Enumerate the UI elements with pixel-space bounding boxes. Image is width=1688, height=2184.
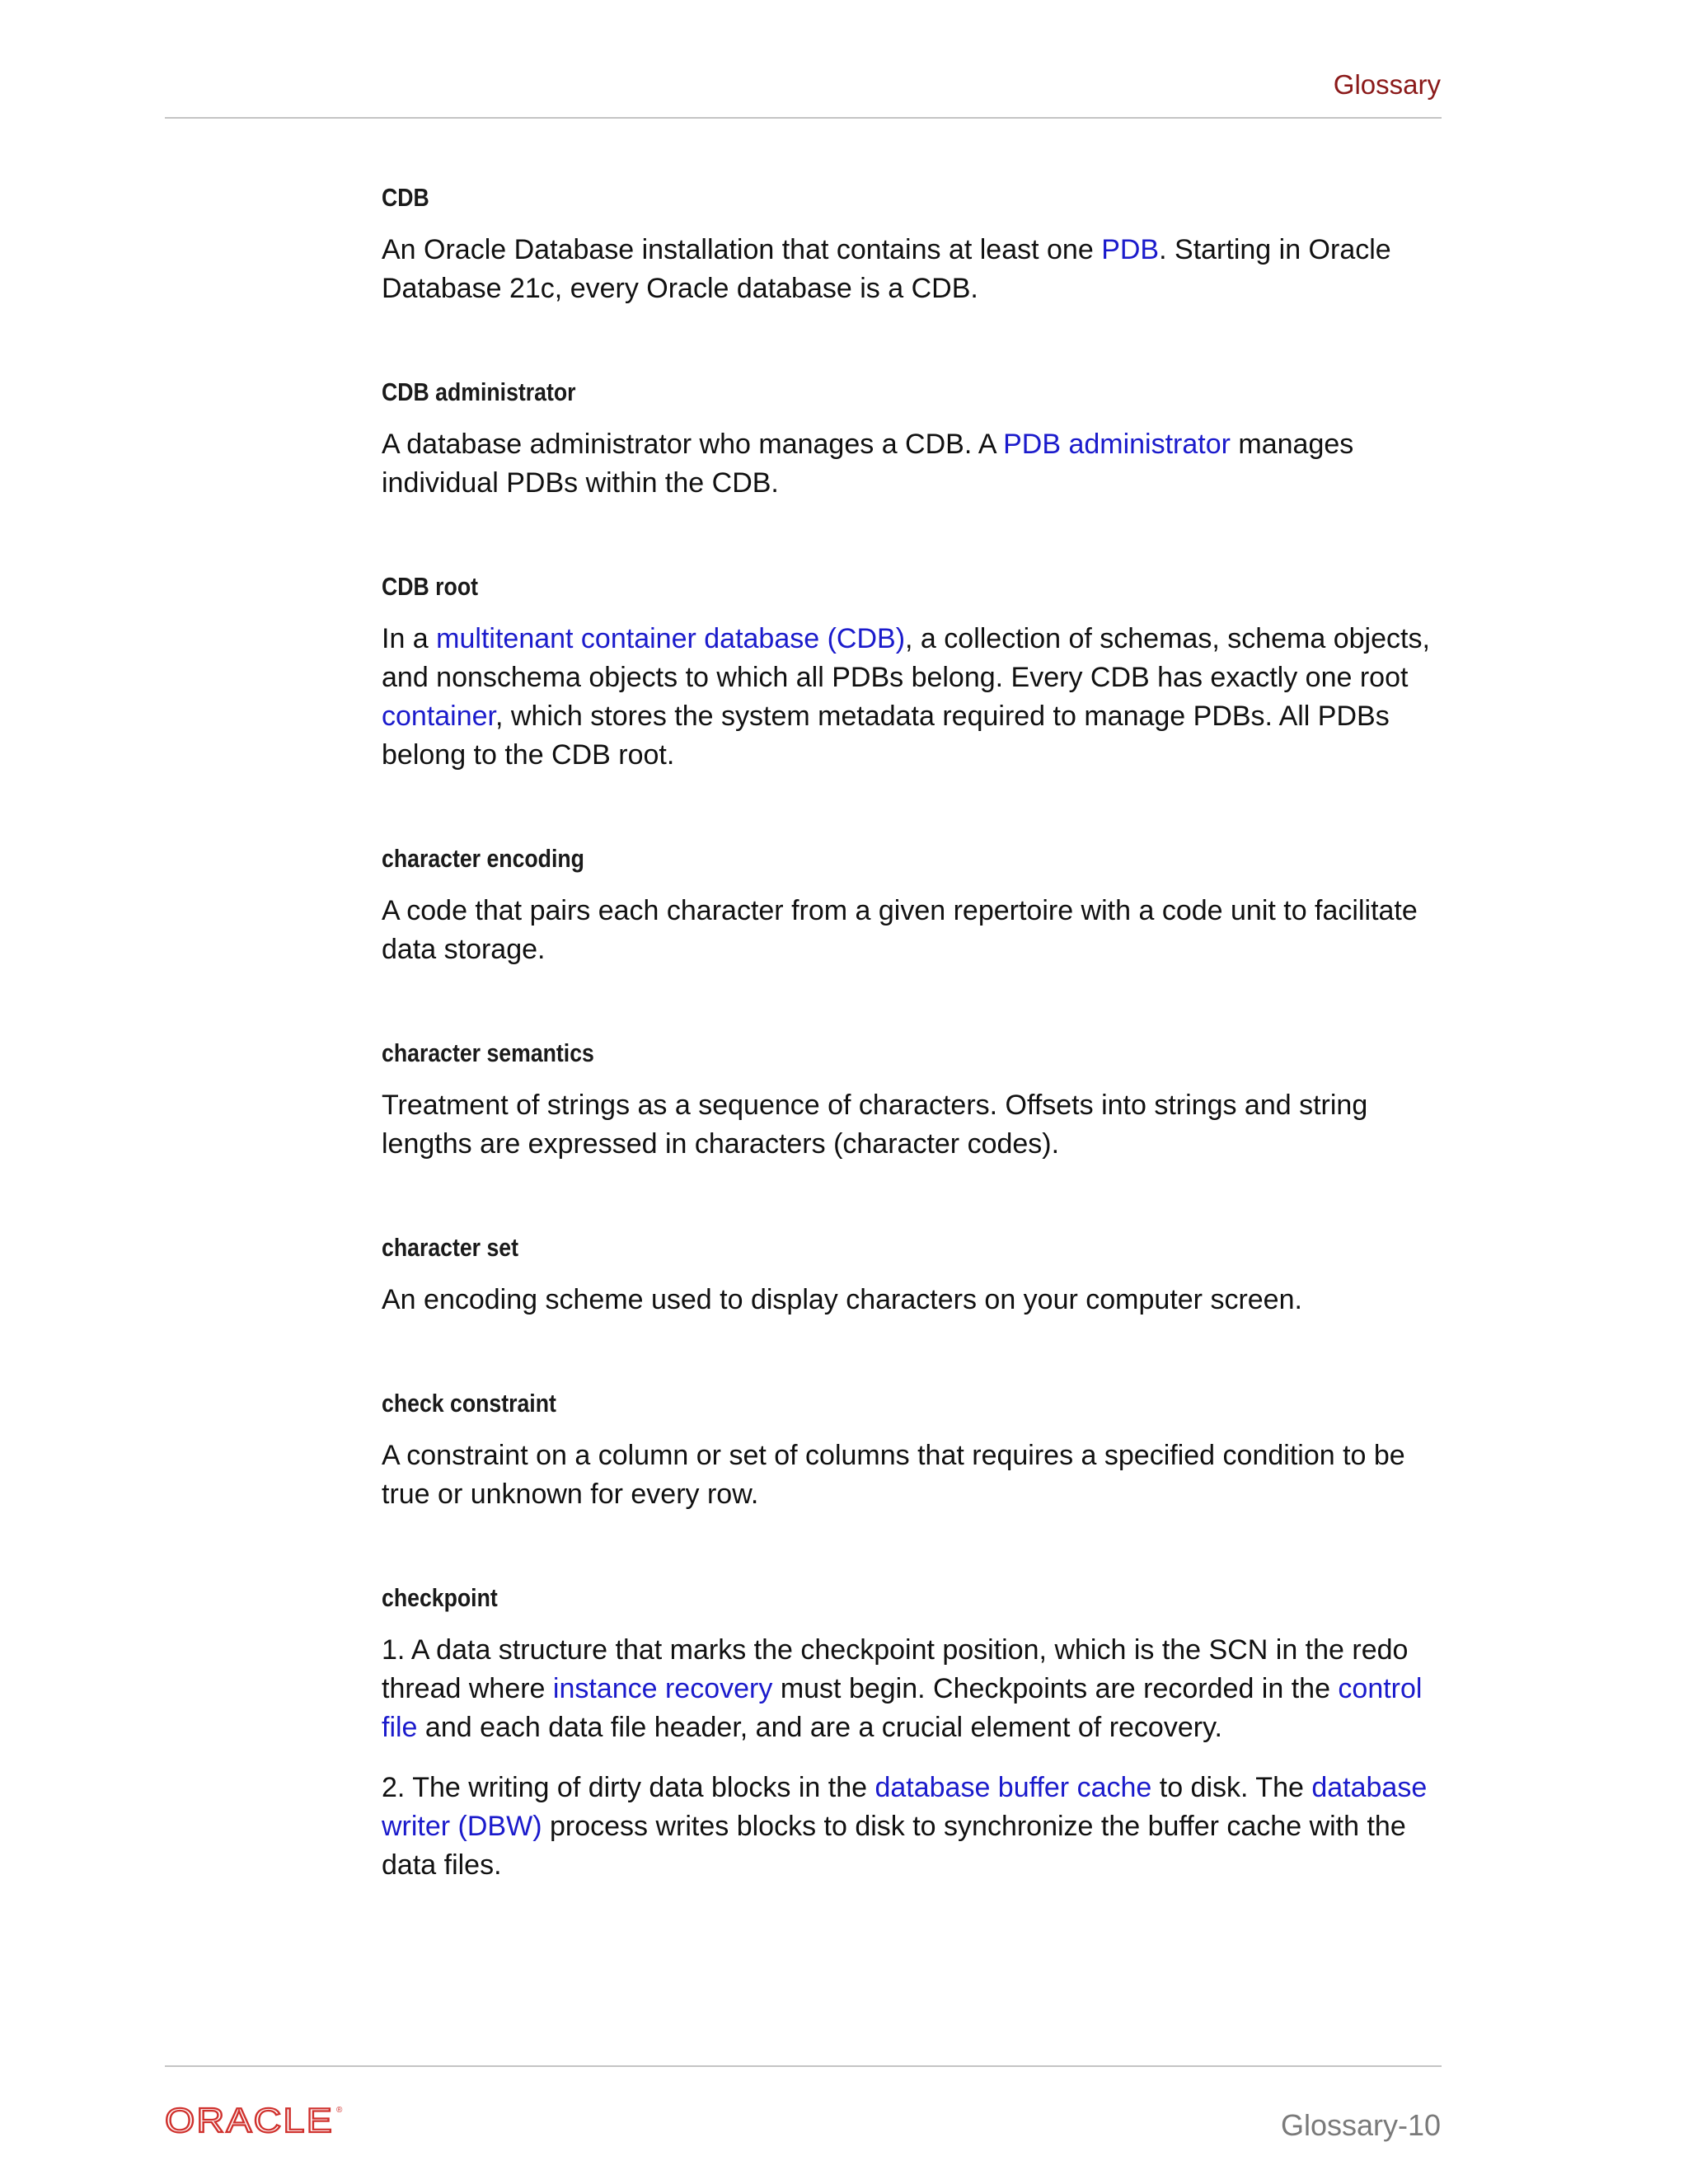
registered-mark-icon: ®: [336, 2106, 343, 2115]
link-multitenant-container-database[interactable]: multitenant container database (CDB): [436, 623, 906, 654]
running-header-section: Glossary: [1333, 69, 1441, 100]
link-container[interactable]: container: [382, 701, 495, 732]
definition-text: A database administrator who manages a CDB. A: [382, 429, 1004, 460]
glossary-term: character semantics: [382, 1038, 594, 1067]
glossary-entry-cdb-administrator: [382, 374, 1453, 503]
glossary-definition: [382, 1631, 1453, 1747]
definition-text: process writes blocks to disk to synchronize the buffer cache with the data files.: [382, 1811, 1406, 1881]
oracle-logo-text: ORACLE: [165, 2104, 334, 2135]
glossary-definition: [382, 231, 1453, 308]
link-instance-recovery[interactable]: instance recovery: [552, 1673, 773, 1704]
definition-text: A constraint on a column or set of columns that requires a specified condition to be true or unknown for every row.: [382, 1440, 1405, 1510]
definition-text: . Starting in Oracle Database 21c, every Oracle database is a CDB.: [382, 234, 1391, 304]
glossary-entry-checkpoint: [382, 1580, 1453, 1885]
glossary-definition: [382, 1769, 1453, 1885]
glossary-term: checkpoint: [382, 1583, 498, 1612]
definition-text: An Oracle Database installation that contains at least one: [382, 234, 1102, 265]
glossary-term: CDB administrator: [382, 377, 576, 406]
definition-text: must begin. Checkpoints are recorded in the: [772, 1673, 1339, 1704]
header-divider: [165, 117, 1442, 119]
link-database-writer[interactable]: database writer (DBW): [382, 1772, 1428, 1842]
glossary-entry-cdb: [382, 180, 1453, 308]
glossary-term: CDB: [382, 183, 429, 212]
link-pdb-administrator[interactable]: PDB administrator: [1003, 429, 1231, 460]
definition-text: 1. A data structure that marks the checkpoint position, which is the SCN in the redo thread where: [382, 1634, 1409, 1704]
glossary-definition: [382, 892, 1453, 969]
glossary-definition: [382, 1086, 1453, 1164]
glossary-term: check constraint: [382, 1389, 556, 1418]
page-number: Glossary-10: [1280, 2108, 1441, 2142]
glossary-term: character set: [382, 1233, 518, 1262]
link-pdb[interactable]: PDB: [1101, 234, 1160, 265]
definition-text: Treatment of strings as a sequence of characters. Offsets into strings and string lengths are expressed in characters (character codes).: [382, 1090, 1368, 1160]
glossary-entry-character-semantics: [382, 1035, 1453, 1164]
footer-divider: [165, 2065, 1442, 2067]
glossary-definition: [382, 1436, 1453, 1514]
definition-text: and each data file header, and are a crucial element of recovery.: [417, 1712, 1222, 1743]
definition-text: In a: [382, 623, 437, 654]
link-control-file[interactable]: control file: [382, 1673, 1423, 1743]
glossary-entry-character-encoding: [382, 841, 1453, 969]
link-database-buffer-cache[interactable]: database buffer cache: [874, 1772, 1152, 1803]
definition-text: to disk. The: [1151, 1772, 1312, 1803]
definition-text: manages individual PDBs within the CDB.: [382, 429, 1354, 499]
glossary-definition: [382, 620, 1453, 775]
glossary-definition: [382, 1281, 1453, 1319]
glossary-definition: [382, 425, 1453, 503]
glossary-term: CDB root: [382, 572, 479, 601]
oracle-logo: [165, 2104, 348, 2135]
glossary-term: character encoding: [382, 844, 584, 873]
definition-text: A code that pairs each character from a given repertoire with a code unit to facilitate data storage.: [382, 895, 1418, 965]
definition-text: An encoding scheme used to display characters on your computer screen.: [382, 1284, 1302, 1315]
definition-text: 2. The writing of dirty data blocks in the: [382, 1772, 875, 1803]
glossary-content: [382, 180, 1453, 1951]
glossary-entry-cdb-root: [382, 569, 1453, 775]
definition-text: , a collection of schemas, schema objects, and nonschema objects to which all PDBs belong. Every CDB has exactly one root: [382, 623, 1430, 693]
glossary-entry-character-set: [382, 1230, 1453, 1319]
definition-text: , which stores the system metadata required to manage PDBs. All PDBs belong to the CDB root.: [382, 701, 1390, 771]
glossary-entry-check-constraint: [382, 1385, 1453, 1514]
